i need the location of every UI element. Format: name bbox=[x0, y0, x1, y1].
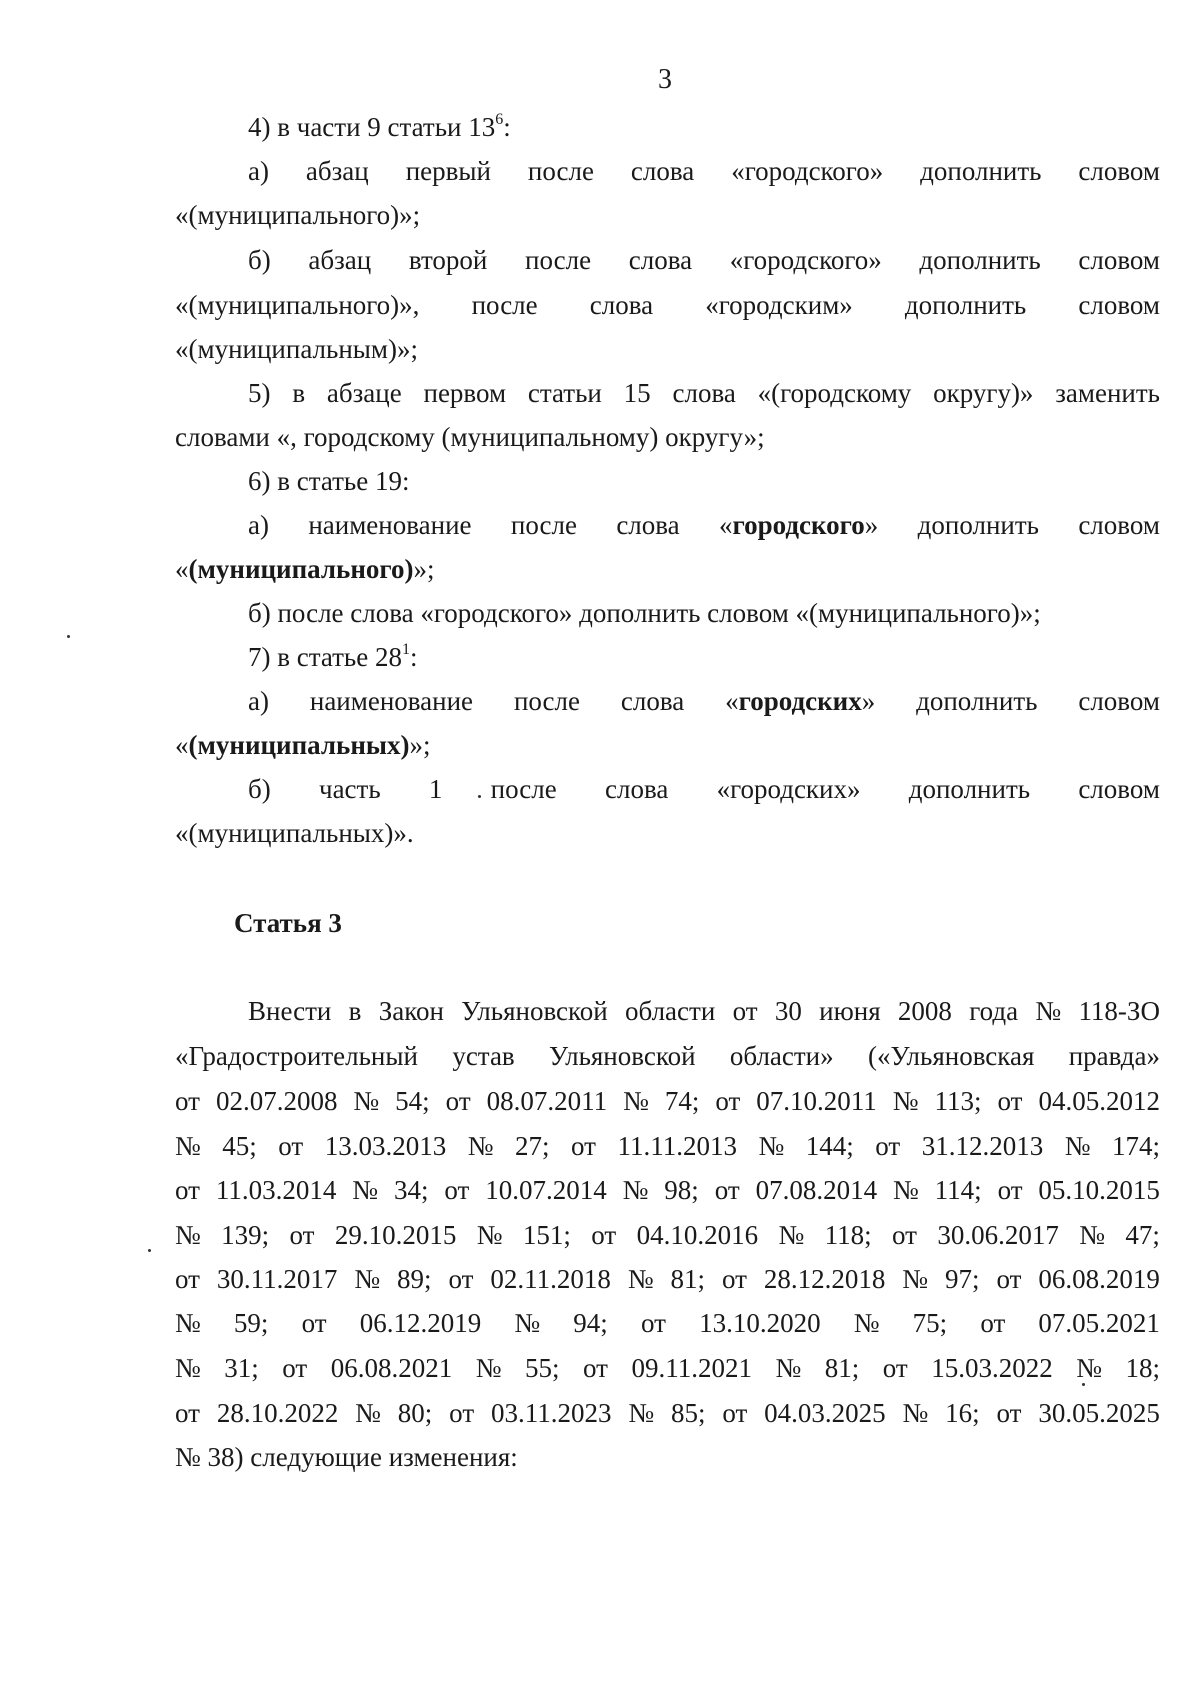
word: № bbox=[175, 1308, 201, 1338]
word: дополнить bbox=[919, 245, 1041, 275]
word: («Ульяновская bbox=[867, 1041, 1035, 1071]
item-5-line-2: словами «, городскому (муниципальному) округу»; bbox=[175, 422, 765, 452]
word: от bbox=[583, 1353, 608, 1383]
word: от bbox=[445, 1086, 471, 1116]
word: № bbox=[778, 1220, 805, 1250]
word: 05.10.2015 bbox=[1038, 1175, 1160, 1205]
word: № bbox=[902, 1398, 929, 1428]
page-number: 3 bbox=[658, 64, 672, 95]
item-4-text: 4) в части 9 статьи 13 bbox=[248, 112, 496, 142]
word: наименование bbox=[309, 686, 474, 716]
bold-term: «городского» bbox=[719, 510, 879, 540]
word: 45; bbox=[222, 1131, 257, 1161]
word: правда» bbox=[1068, 1041, 1160, 1071]
word: 174; bbox=[1111, 1131, 1160, 1161]
word: от bbox=[714, 1175, 740, 1205]
word: слова bbox=[604, 774, 669, 804]
word: дополнить bbox=[917, 510, 1039, 540]
word: № bbox=[476, 1220, 503, 1250]
article-3-line bbox=[175, 1306, 1160, 1340]
word: «городского» bbox=[729, 245, 882, 275]
word: а) bbox=[248, 510, 269, 540]
word: «Градостроительный bbox=[175, 1041, 418, 1071]
word: 06.08.2019 bbox=[1038, 1264, 1160, 1294]
word: 30.11.2017 bbox=[216, 1264, 338, 1294]
item-6b: б) после слова «городского» дополнить словом «(муниципального)»; bbox=[248, 598, 1041, 628]
word: 03.11.2023 bbox=[490, 1398, 612, 1428]
word: наименование bbox=[308, 510, 472, 540]
word: слова bbox=[672, 378, 736, 408]
word: 113; bbox=[934, 1086, 982, 1116]
word: от bbox=[875, 1131, 901, 1161]
item-6: 6) в статье 19: bbox=[248, 466, 410, 496]
word: в bbox=[292, 378, 306, 408]
word: 80; bbox=[397, 1398, 433, 1428]
word: 15 bbox=[623, 378, 651, 408]
bold-term: (муниципальных) bbox=[188, 730, 410, 760]
word: после bbox=[510, 510, 577, 540]
word: 54; bbox=[395, 1086, 430, 1116]
word: от bbox=[175, 1175, 200, 1205]
word: 74; bbox=[664, 1086, 700, 1116]
word: от bbox=[891, 1220, 917, 1250]
word: словом bbox=[1078, 156, 1160, 186]
word: после bbox=[471, 290, 538, 320]
word: № bbox=[467, 1131, 494, 1161]
word: № bbox=[622, 1175, 649, 1205]
word: после bbox=[525, 245, 592, 275]
word: после bbox=[490, 774, 557, 804]
word: б) bbox=[248, 245, 271, 275]
word: 04.05.2012 bbox=[1038, 1086, 1160, 1116]
word: от bbox=[301, 1308, 327, 1338]
word: № bbox=[892, 1175, 919, 1205]
word: № bbox=[355, 1398, 381, 1428]
word: «(городскому bbox=[757, 378, 912, 408]
word: Ульяновской bbox=[461, 996, 608, 1026]
word: 94; bbox=[573, 1308, 608, 1338]
word: 06.08.2021 bbox=[330, 1353, 453, 1383]
word: слова bbox=[616, 510, 680, 540]
word: № bbox=[1076, 1353, 1102, 1383]
word: от bbox=[175, 1086, 200, 1116]
item-6a-line-1 bbox=[248, 508, 1160, 542]
word: 13.03.2013 bbox=[324, 1131, 447, 1161]
word: округу)» bbox=[933, 378, 1034, 408]
word: № bbox=[175, 1131, 201, 1161]
word: от bbox=[444, 1175, 470, 1205]
item-6a-line-2: «(муниципального)»; bbox=[175, 554, 435, 584]
word: слова bbox=[630, 156, 695, 186]
word: 04.03.2025 bbox=[764, 1398, 886, 1428]
word: года bbox=[969, 996, 1019, 1026]
word: 144; bbox=[805, 1131, 854, 1161]
article-3-line bbox=[175, 1129, 1160, 1163]
item-4b-line-3: «(муниципальным)»; bbox=[175, 334, 418, 364]
scan-speck bbox=[1082, 1383, 1085, 1386]
item-4b-line-2 bbox=[175, 288, 1160, 322]
word: 114; bbox=[934, 1175, 982, 1205]
item-4b-line-1 bbox=[248, 243, 1160, 277]
article-3-heading: Статья 3 bbox=[234, 908, 342, 938]
word: «городским» bbox=[705, 290, 853, 320]
word: 06.12.2019 bbox=[359, 1308, 482, 1338]
item-4-colon: : bbox=[503, 112, 511, 142]
word: Ульяновской bbox=[549, 1041, 696, 1071]
word: устав bbox=[452, 1041, 515, 1071]
article-3-line bbox=[175, 1351, 1160, 1385]
word: первый bbox=[405, 156, 491, 186]
word: 81; bbox=[824, 1353, 860, 1383]
item-7a-line-2: «(муниципальных)»; bbox=[175, 730, 431, 760]
word: дополнить bbox=[916, 686, 1038, 716]
word: от bbox=[449, 1398, 475, 1428]
word: № bbox=[475, 1353, 502, 1383]
scan-speck bbox=[478, 795, 481, 798]
word: 85; bbox=[670, 1398, 706, 1428]
word: № bbox=[902, 1264, 929, 1294]
item-4a-line-1 bbox=[248, 154, 1160, 188]
word: а) bbox=[248, 686, 269, 716]
word: 07.08.2014 bbox=[755, 1175, 878, 1205]
word: № bbox=[627, 1264, 654, 1294]
word: № bbox=[354, 1264, 381, 1294]
word: 34; bbox=[393, 1175, 429, 1205]
article-3-line bbox=[248, 994, 1160, 1028]
word: от bbox=[732, 996, 758, 1026]
word: после bbox=[513, 686, 581, 716]
article-3-line bbox=[175, 1039, 1160, 1073]
word: дополнить bbox=[920, 156, 1042, 186]
word: области» bbox=[729, 1041, 834, 1071]
word: № bbox=[353, 1086, 380, 1116]
word: 28.12.2018 bbox=[763, 1264, 886, 1294]
word: от bbox=[721, 1264, 747, 1294]
word: от bbox=[997, 1086, 1023, 1116]
word: в bbox=[348, 996, 362, 1026]
word: № bbox=[892, 1086, 919, 1116]
scan-speck bbox=[148, 1249, 151, 1252]
word: 11.03.2014 bbox=[215, 1175, 337, 1205]
word: 59; bbox=[233, 1308, 269, 1338]
word: 98; bbox=[664, 1175, 699, 1205]
word: 04.10.2016 bbox=[636, 1220, 759, 1250]
word: б) bbox=[248, 774, 271, 804]
word: 118; bbox=[824, 1220, 872, 1250]
article-3-last-line: № 38) следующие изменения: bbox=[175, 1442, 518, 1472]
word: дополнить bbox=[904, 290, 1027, 320]
word: «городского» bbox=[731, 156, 884, 186]
word: 28.10.2022 bbox=[216, 1398, 339, 1428]
word: № bbox=[175, 1353, 201, 1383]
item-7-text: 7) в статье 28 bbox=[248, 642, 402, 672]
word: от bbox=[715, 1086, 741, 1116]
word: от bbox=[289, 1220, 315, 1250]
item-7a-line-1 bbox=[248, 684, 1160, 718]
item-4a-line-2: «(муниципального)»; bbox=[175, 200, 421, 230]
word: от bbox=[996, 1398, 1022, 1428]
item-7-colon: : bbox=[409, 642, 418, 672]
word: от bbox=[591, 1220, 617, 1250]
article-3-line bbox=[175, 1084, 1160, 1118]
word: № bbox=[175, 1220, 201, 1250]
word: 139; bbox=[221, 1220, 270, 1250]
superscript: 6 bbox=[495, 111, 504, 128]
word: от bbox=[980, 1308, 1006, 1338]
word: 16; bbox=[945, 1398, 980, 1428]
word: № bbox=[775, 1353, 802, 1383]
word: от bbox=[571, 1131, 596, 1161]
word: № bbox=[352, 1175, 379, 1205]
word: 31.12.2013 bbox=[921, 1131, 1044, 1161]
word: 118-ЗО bbox=[1078, 996, 1160, 1026]
word: № bbox=[628, 1398, 655, 1428]
word: 2008 bbox=[897, 996, 952, 1026]
bold-term: (муниципального) bbox=[188, 554, 414, 584]
word: часть bbox=[318, 774, 381, 804]
word: от bbox=[175, 1398, 200, 1428]
word: № bbox=[1064, 1131, 1091, 1161]
word: от bbox=[282, 1353, 308, 1383]
word: от bbox=[175, 1264, 200, 1294]
word: «(муниципального)», bbox=[175, 290, 420, 320]
word: а) bbox=[248, 156, 269, 186]
item-5-line-1 bbox=[248, 376, 1160, 410]
word: «городских» bbox=[716, 774, 861, 804]
word: словом bbox=[1078, 290, 1160, 320]
word: от bbox=[882, 1353, 908, 1383]
word: статьи bbox=[527, 378, 602, 408]
word: № bbox=[853, 1308, 880, 1338]
word: № bbox=[1035, 996, 1062, 1026]
word: 30.06.2017 bbox=[937, 1220, 1059, 1250]
word: июня bbox=[819, 996, 881, 1026]
word: 97; bbox=[945, 1264, 980, 1294]
word: 07.05.2021 bbox=[1038, 1308, 1160, 1338]
word: 81; bbox=[670, 1264, 706, 1294]
word: словом bbox=[1078, 774, 1160, 804]
word: № bbox=[758, 1131, 785, 1161]
word: 55; bbox=[525, 1353, 560, 1383]
item-7b-line-2: «(муниципальных)». bbox=[175, 818, 414, 848]
word: от bbox=[640, 1308, 666, 1338]
item-4 bbox=[248, 110, 1160, 144]
word: 1 bbox=[428, 774, 443, 804]
word: абзац bbox=[305, 156, 369, 186]
word: 07.10.2011 bbox=[756, 1086, 877, 1116]
word: 02.11.2018 bbox=[490, 1264, 611, 1294]
word: 5) bbox=[248, 378, 271, 408]
word: 151; bbox=[522, 1220, 571, 1250]
word: словом bbox=[1078, 686, 1160, 716]
word: дополнить bbox=[908, 774, 1031, 804]
bold-term: «городских» bbox=[725, 686, 876, 716]
word: заменить bbox=[1055, 378, 1160, 408]
word: Внести bbox=[248, 996, 332, 1026]
word: первом bbox=[423, 378, 507, 408]
word: абзаце bbox=[326, 378, 402, 408]
word: 08.07.2011 bbox=[486, 1086, 608, 1116]
word: 18; bbox=[1125, 1353, 1160, 1383]
word: 27; bbox=[515, 1131, 550, 1161]
word: от bbox=[996, 1264, 1022, 1294]
item-7 bbox=[248, 640, 1160, 674]
word: 30 bbox=[774, 996, 802, 1026]
word: № bbox=[514, 1308, 541, 1338]
word: абзац bbox=[308, 245, 372, 275]
word: от bbox=[722, 1398, 748, 1428]
word: 11.11.2013 bbox=[617, 1131, 737, 1161]
word: от bbox=[997, 1175, 1023, 1205]
article-3-line bbox=[175, 1262, 1160, 1296]
word: № bbox=[623, 1086, 649, 1116]
article-3-line bbox=[175, 1218, 1160, 1252]
word: слова bbox=[628, 245, 693, 275]
word: 31; bbox=[224, 1353, 259, 1383]
word: словом bbox=[1078, 245, 1160, 275]
word: словом bbox=[1078, 510, 1160, 540]
superscript: 1 bbox=[401, 641, 410, 658]
word: Закон bbox=[378, 996, 444, 1026]
word: 89; bbox=[397, 1264, 432, 1294]
word: № bbox=[1079, 1220, 1105, 1250]
article-3-line bbox=[175, 1396, 1160, 1430]
word: области bbox=[625, 996, 716, 1026]
word: 75; bbox=[912, 1308, 948, 1338]
word: 09.11.2021 bbox=[631, 1353, 752, 1383]
word: 30.05.2025 bbox=[1038, 1398, 1160, 1428]
word: 10.07.2014 bbox=[485, 1175, 607, 1205]
word: от bbox=[448, 1264, 474, 1294]
word: 15.03.2022 bbox=[931, 1353, 1053, 1383]
word: 29.10.2015 bbox=[334, 1220, 457, 1250]
word: 02.07.2008 bbox=[215, 1086, 338, 1116]
word: слова bbox=[620, 686, 685, 716]
article-3-line bbox=[175, 1173, 1160, 1207]
word: после bbox=[527, 156, 594, 186]
scan-speck bbox=[67, 635, 70, 638]
word: второй bbox=[408, 245, 488, 275]
word: 13.10.2020 bbox=[699, 1308, 821, 1338]
word: 47; bbox=[1125, 1220, 1160, 1250]
word: слова bbox=[589, 290, 654, 320]
item-7b-line-1 bbox=[248, 772, 1160, 806]
word: от bbox=[278, 1131, 304, 1161]
